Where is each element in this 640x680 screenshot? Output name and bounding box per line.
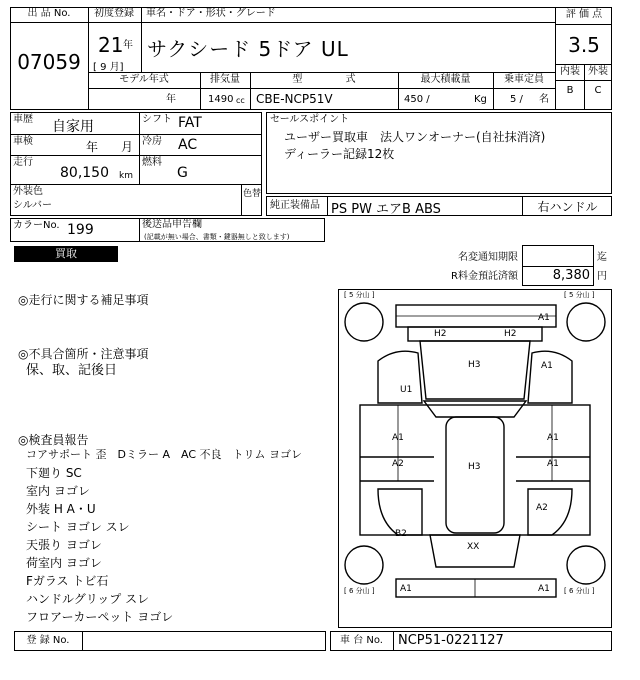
report-line: 天張り ヨゴレ [26,538,102,552]
mileage-unit: km [119,171,133,181]
tire-front-left-label: [ 5 分山 ] [344,291,375,299]
mark-quarter-left: B2 [395,529,407,539]
shift: FAT [178,115,202,131]
sales-points-line1: ユーザー買取車 法人ワンオーナー(自社抹消済) [284,130,546,144]
tire-rear-left-shape [345,546,383,584]
inspection-label: 車検 [13,136,33,147]
inspection-month: 月 [121,140,134,154]
capacity-unit: 名 [539,94,549,105]
doc-label: 後送品申告欄 [142,219,202,230]
deadline-unit: 迄 [597,252,607,263]
report-line: 荷室内 ヨゴレ [26,556,102,570]
first-reg-year: 21 [98,33,124,57]
model-year-label: モデル年式 [119,74,169,85]
recycle-label: R料金預託済額 [451,271,518,282]
report-line: 外装 H A・U [26,502,96,516]
mark-headlight-right: H2 [504,329,517,339]
first-reg-label: 初度登録 [94,8,134,19]
mark-rear-bumper-left: A1 [400,584,412,594]
max-load: 450 / [404,94,430,105]
mark-fender-left: U1 [400,385,413,395]
model-year-unit: 年 [166,94,176,105]
displacement-label: 排気量 [210,74,240,85]
mark-back-door: XX [467,542,480,552]
tire-rear-right-shape [567,546,605,584]
doc-note: (記載が無い場合、書類・鍵器無しと致します) [144,233,290,241]
first-reg-month: [ 9 月] [93,62,124,73]
mark-rear-bumper-right: A1 [538,584,550,594]
tire-front-right-shape [567,303,605,341]
mark-quarter-right: A2 [536,503,548,513]
capacity: 5 / [510,94,523,105]
deadline-label: 名変通知期限 [458,252,518,263]
report-line: 室内 ヨゴレ [26,484,90,498]
reg-no-label: 登 録 No. [26,635,70,646]
driving-remarks-label: ◎走行に関する補足事項 [18,293,149,307]
report-line: ハンドルグリップ スレ [26,592,150,606]
model-label: 型 式 [292,74,356,85]
sales-points-label: セールスポイント [270,114,350,125]
exterior-grade: C [594,85,602,96]
mark-door-rear-right: A1 [547,459,559,469]
color-no: 199 [67,222,94,238]
chassis-label: 車 台 No. [340,635,383,646]
mileage: 80,150 [60,165,109,181]
repaint-label: 色替 [243,189,262,199]
tire-rear-left-label: [ 6 分山 ] [344,587,375,595]
mileage-label: 走行 [13,157,33,168]
capacity-label: 乗車定員 [504,74,544,85]
report-line: Fガラス トビ石 [26,574,109,588]
displacement: 1490 [208,94,234,105]
mark-door-rear-left: A2 [392,459,404,469]
purchase-bar: 買取 [14,246,118,262]
displacement-unit: cc [236,96,245,105]
score-label: 評 価 点 [565,9,603,20]
tire-front-left-shape [345,303,383,341]
fuel-label: 燃料 [142,157,162,168]
mark-door-front-left: A1 [392,433,404,443]
max-load-unit: Kg [474,94,487,105]
history-label: 車歴 [13,114,33,125]
report-line: フロアーカーペット ヨゴレ [26,610,174,624]
shift-label: シフト [142,114,172,125]
equipment-value: PS PW エアB ABS [331,202,441,217]
handle-side: 右ハンドル [537,200,598,214]
recycle-value: 8,380 [552,268,590,283]
score: 3.5 [568,33,600,57]
recycle-unit: 円 [597,271,607,282]
inspection-year: 年 [86,140,99,154]
defects-label: ◎不具合箇所・注意事項 [18,347,149,361]
interior-grade: B [566,85,574,96]
fuel: G [177,165,188,181]
color-no-label: カラーNo. [13,220,60,231]
max-load-label: 最大積載量 [420,74,471,85]
tire-front-right-label: [ 5 分山 ] [564,291,595,299]
tire-rear-right-label: [ 6 分山 ] [564,587,595,595]
exterior-label: 外装 [588,66,608,77]
mark-front-bumper: A1 [538,313,550,323]
report-line: コアサポート 歪 Dミラー A AC 不良 トリム ヨゴレ [26,448,302,461]
history: 自家用 [52,119,94,135]
mark-headlight-left: H2 [434,329,447,339]
defects-value: 保、取、記後日 [26,363,118,378]
car-diagram [338,289,612,628]
car-name: サクシード 5ドア UL [147,37,349,61]
report-line: 下廻り SC [26,466,82,480]
report-line: シート ヨゴレ スレ [26,520,130,534]
year-unit: 年 [123,40,133,51]
interior-label: 内装 [560,66,580,77]
ext-color: シルバー [13,200,53,211]
mark-fender-right: A1 [541,361,553,371]
model-code: CBE-NCP51V [256,92,333,106]
ac: AC [178,137,198,153]
lot-no-label: 出 品 No. [27,8,71,19]
mark-roof: H3 [468,462,481,472]
lot-no: 07059 [17,50,81,74]
ac-label: 冷房 [142,136,162,147]
mark-hood: H3 [468,360,481,370]
ext-color-label: 外装色 [13,186,43,197]
deadline-box [522,245,594,267]
rear-bumper-shape [396,579,556,597]
car-outline-svg [338,289,612,628]
car-name-label: 車名・ドア・形状・グレード [146,8,276,19]
chassis-no: NCP51-0221127 [398,633,504,648]
mark-door-front-right: A1 [547,433,559,443]
equipment-label: 純正装備品 [270,200,320,211]
inspector-report-label: ◎検査員報告 [18,433,89,447]
sales-points-line2: ディーラー記録12枚 [284,147,395,161]
